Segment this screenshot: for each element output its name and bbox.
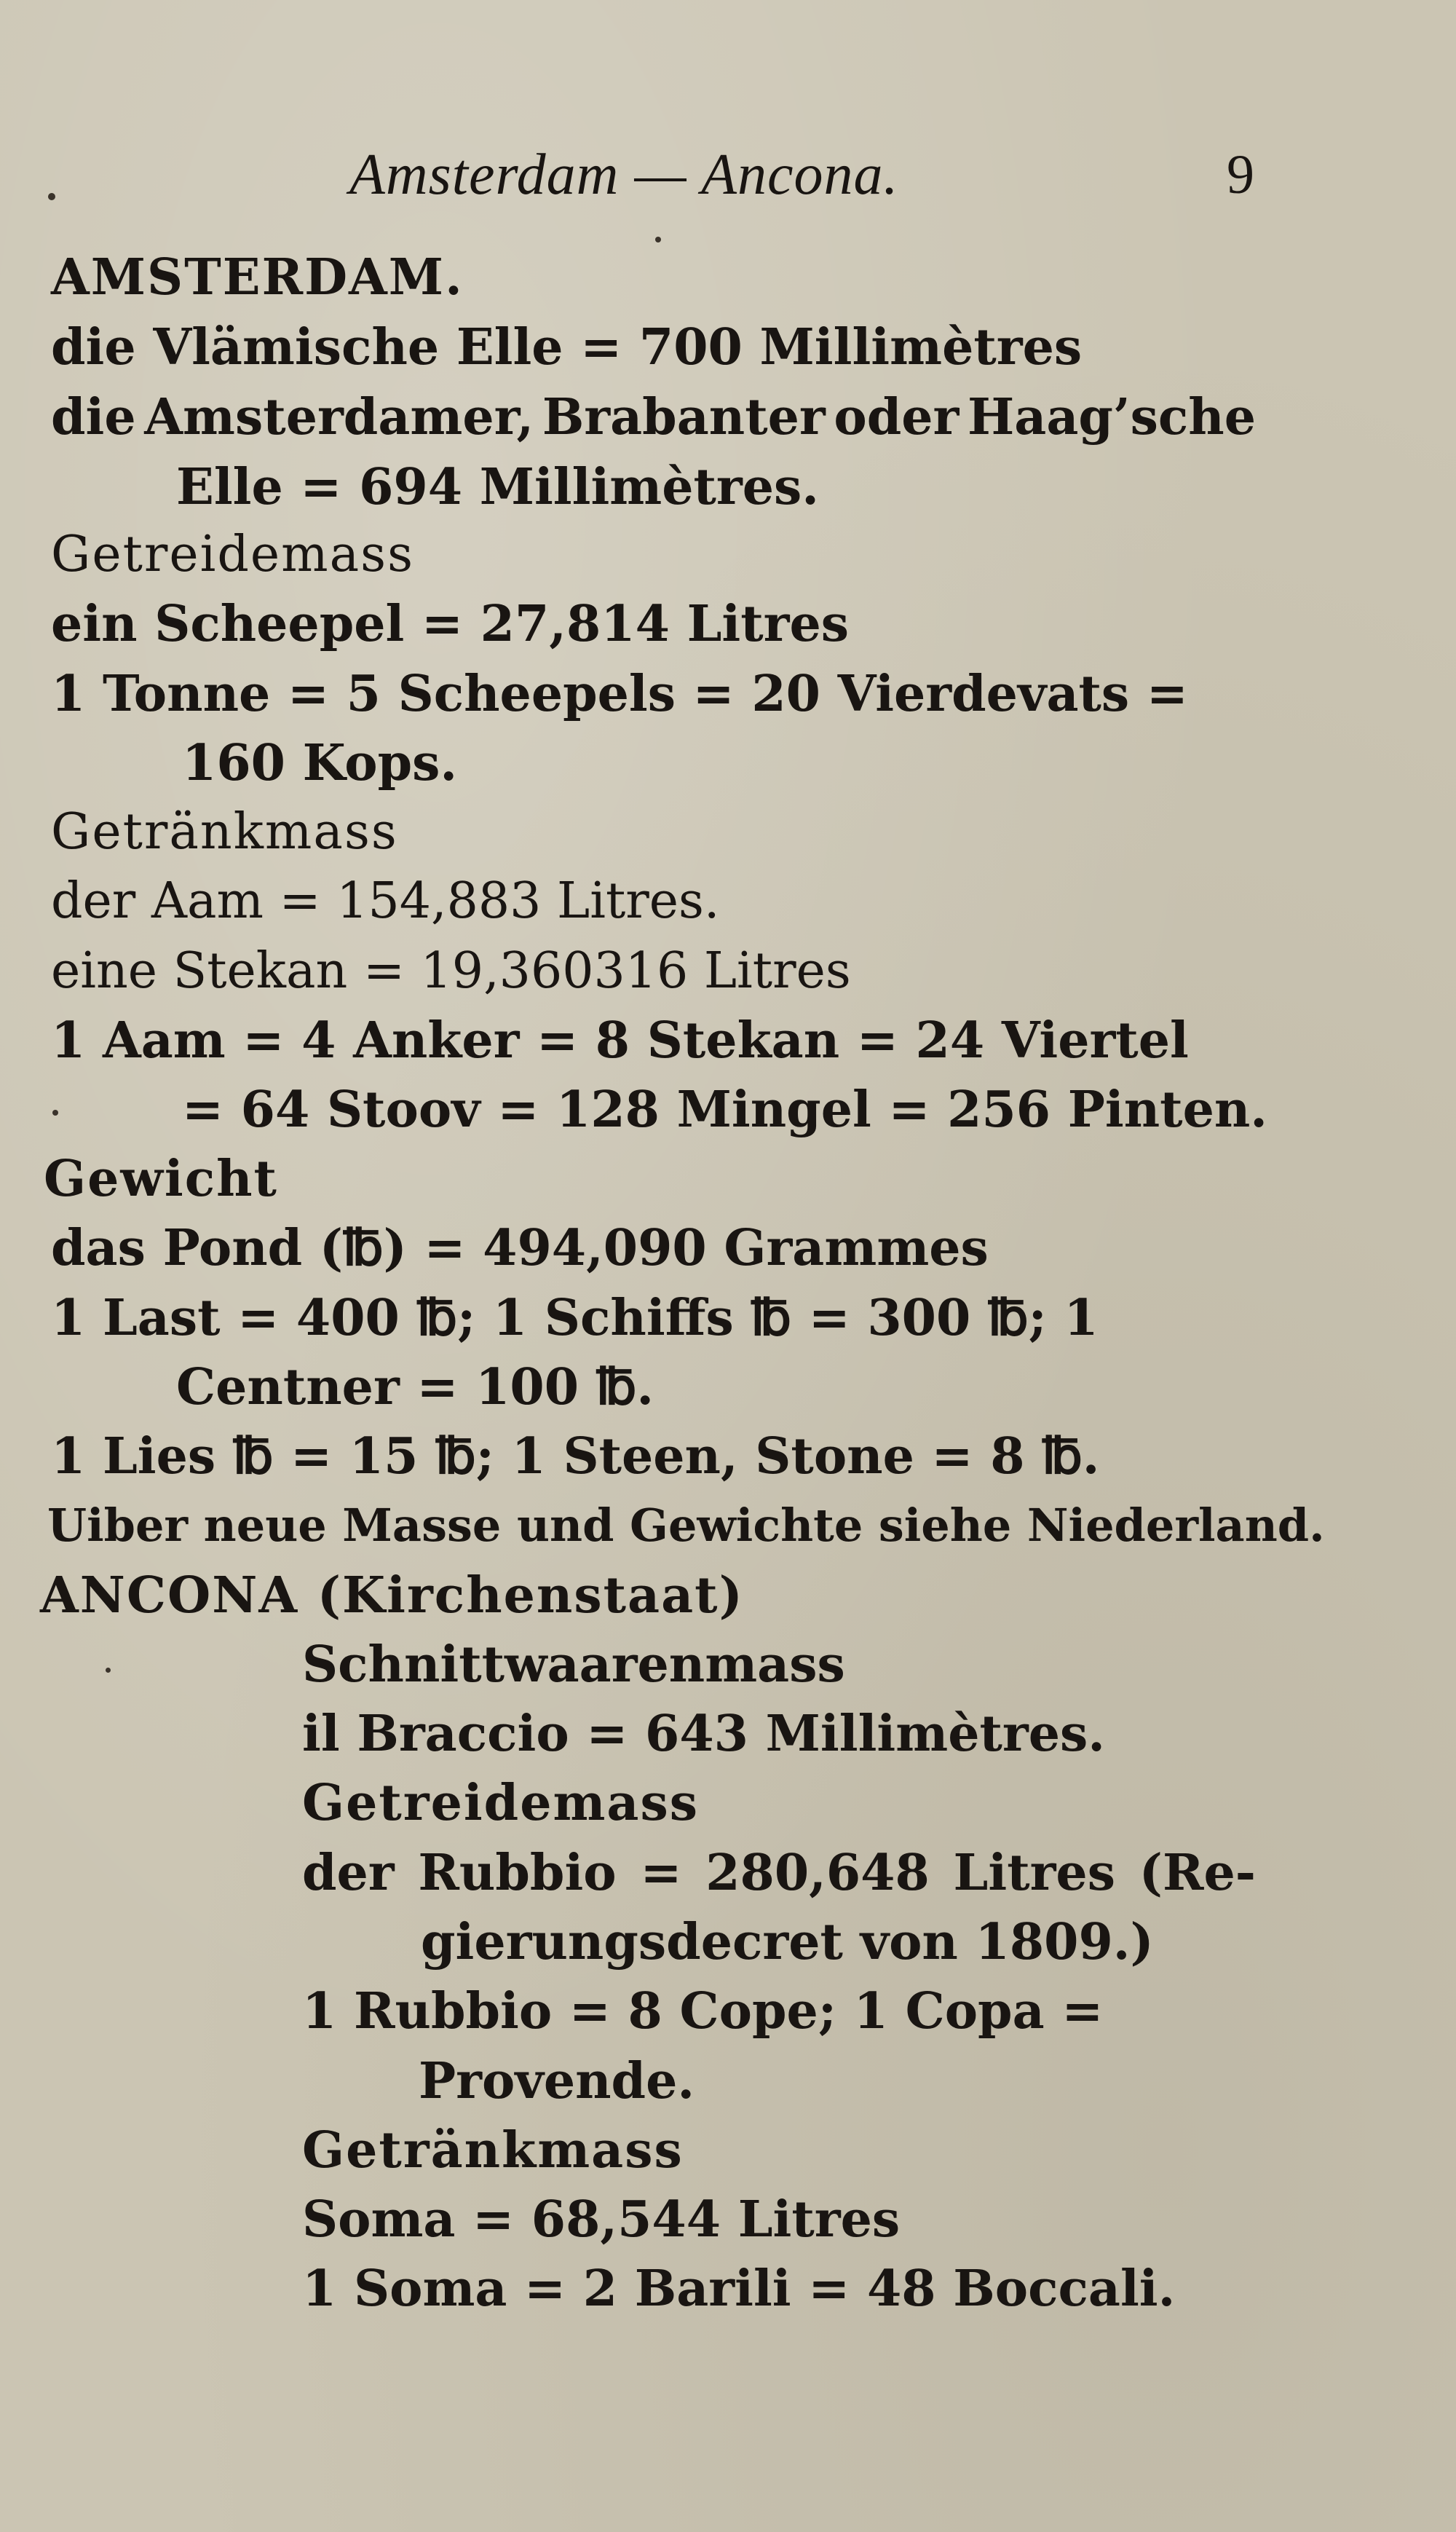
speck-mark [655, 237, 661, 242]
text-line: der Aam = 154,883 Litres. [51, 872, 720, 930]
word: Amsterdamer, [144, 388, 534, 446]
subheading-getreidemass-ancona: Getreidemass [302, 1774, 700, 1832]
section-heading-ancona: ANCONA (Kirchenstaat) [40, 1566, 744, 1625]
text-line: Provende. [419, 2052, 695, 2110]
subheading-getraenkmass: Getränkmass [51, 803, 398, 861]
word: Haag’sche [968, 388, 1256, 446]
text-line: Centner = 100 ℔. [176, 1358, 654, 1416]
text-line: eine Stekan = 19,360316 Litres [51, 942, 851, 1000]
text-line: Elle = 694 Millimètres. [176, 458, 819, 516]
text-line [51, 384, 1256, 450]
speck-mark [48, 193, 55, 200]
text-line: Soma = 68,544 Litres [302, 2190, 901, 2249]
word: (Re- [1139, 1844, 1256, 1902]
word: 280,648 [705, 1844, 930, 1902]
speck-mark [52, 1110, 58, 1116]
subheading-gewicht: Gewicht [44, 1150, 278, 1208]
text-line: 1 Aam = 4 Anker = 8 Stekan = 24 Viertel [51, 1011, 1189, 1070]
text-line: das Pond (℔) = 494,090 Grammes [51, 1219, 989, 1277]
subheading-getraenkmass-ancona: Getränkmass [302, 2121, 684, 2180]
text-line: die Vlämische Elle = 700 Millimètres [51, 318, 1083, 376]
text-line: Uiber neue Masse und Gewichte siehe Niederland. [47, 1499, 1325, 1552]
speck-mark [106, 1668, 111, 1673]
text-line: 1 Last = 400 ℔; 1 Schiffs ℔ = 300 ℔; 1 [51, 1289, 1099, 1347]
text-line [302, 1840, 1256, 1906]
text-line: il Braccio = 643 Millimètres. [302, 1705, 1105, 1763]
word: Brabanter [542, 388, 826, 446]
section-heading-amsterdam: AMSTERDAM. [51, 248, 464, 307]
subheading-getreidemass: Getreidemass [51, 526, 414, 583]
word: Litres [953, 1844, 1115, 1902]
word: Rubbio [418, 1844, 617, 1902]
word: = [640, 1844, 682, 1902]
word: oder [834, 388, 960, 446]
text-line: ein Scheepel = 27,814 Litres [51, 595, 850, 653]
page-number: 9 [1227, 144, 1254, 205]
text-line: 1 Lies ℔ = 15 ℔; 1 Steen, Stone = 8 ℔. [51, 1427, 1100, 1486]
text-line: 1 Rubbio = 8 Cope; 1 Copa = [302, 1982, 1104, 2040]
text-line: 1 Soma = 2 Barili = 48 Boccali. [302, 2260, 1176, 2318]
text-line: = 64 Stoov = 128 Mingel = 256 Pinten. [182, 1081, 1267, 1139]
word: die [51, 388, 136, 446]
running-title: Amsterdam — Ancona. [349, 143, 899, 207]
text-line: gierungsdecret von 1809.) [421, 1913, 1154, 1971]
text-line: 1 Tonne = 5 Scheepels = 20 Vierdevats = [51, 665, 1188, 723]
text-line: 160 Kops. [182, 734, 458, 792]
subheading-schnittwaarenmass: Schnittwaarenmass [302, 1636, 845, 1694]
word: der [302, 1844, 395, 1902]
